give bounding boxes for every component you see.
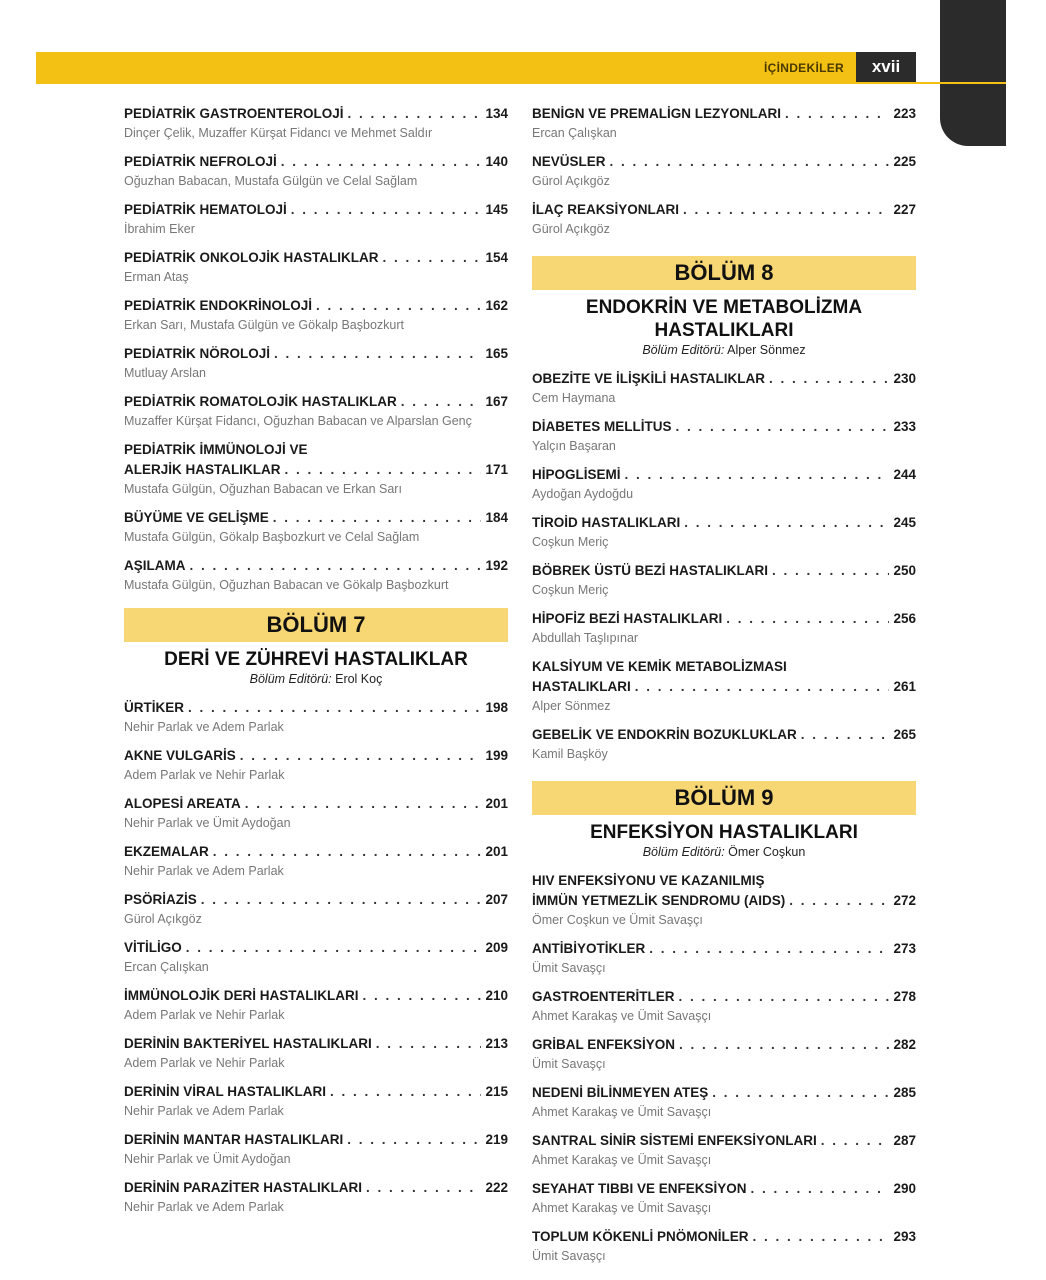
entry-title-line [124,200,508,220]
entry-page: 219 [485,1132,508,1147]
leader-dots [245,794,482,814]
toc-entry [124,392,508,430]
entry-authors: Ahmet Karakaş ve Ümit Savaşçı [532,1201,712,1215]
leader-dots [712,1083,889,1103]
entry-title: TOPLUM KÖKENLİ PNÖMONİLER [532,1229,749,1244]
entry-authors: Erman Ataş [124,270,189,284]
entry-title-line [124,508,508,528]
leader-dots [383,248,482,268]
toc-list [532,369,916,763]
entry-title: İLAÇ REAKSİYONLARI [532,202,680,217]
entry-authors: Ümit Savaşçı [532,1057,606,1071]
entry-title-line [532,200,916,220]
toc-entry [124,986,508,1024]
entry-page: 201 [485,796,508,811]
toc-entry [532,200,916,238]
leader-dots [401,392,482,412]
toc-entry [532,417,916,455]
entry-authors: Ümit Savaşçı [532,961,606,975]
entry-authors: Alper Sönmez [532,699,611,713]
entry-title: DİABETES MELLİTUS [532,419,672,434]
entry-page: 207 [485,892,508,907]
entry-authors: İbrahim Eker [124,222,195,236]
leader-dots [274,344,481,364]
entry-title-line [532,561,916,581]
leader-dots [366,1178,481,1198]
entry-title: DERİNİN VİRAL HASTALIKLARI [124,1084,326,1099]
entry-title-line [532,369,916,389]
entry-page: 272 [893,893,916,908]
leader-dots [649,939,889,959]
leader-dots [376,1034,482,1054]
entry-authors: Erkan Sarı, Mustafa Gülgün ve Gökalp Başbozkurt [124,318,404,332]
toc-list [532,871,916,1265]
toc-entry [532,465,916,503]
entry-title: PSÖRİAZİS [124,892,197,907]
entry-authors: Nehir Parlak ve Ümit Aydoğan [124,816,291,830]
entry-authors: Adem Parlak ve Nehir Parlak [124,1008,285,1022]
entry-title-line [124,698,508,718]
entry-authors: Yalçın Başaran [532,439,616,453]
entry-title: İMMÜN YETMEZLİK SENDROMU (AIDS) [532,893,786,908]
entry-authors: Gürol Açıkgöz [532,222,610,236]
entry-title: GRİBAL ENFEKSİYON [532,1037,676,1052]
header-bar [36,52,856,84]
entry-title: GASTROENTERİTLER [532,989,675,1004]
entry-page: 245 [893,515,916,530]
entry-title-line [124,794,508,814]
entry-title: PEDİATRİK NEFROLOJİ [124,154,277,169]
leader-dots [821,1131,890,1151]
toc-entry [532,1035,916,1073]
entry-page: 199 [485,748,508,763]
toc-entry [532,987,916,1025]
entry-title-line [124,938,508,958]
entry-page: 192 [485,558,508,573]
section-editor [124,672,508,686]
entry-title-line [124,1082,508,1102]
leader-dots [363,986,482,1006]
toc-entry [124,248,508,286]
leader-dots [785,104,889,124]
entry-authors: Gürol Açıkgöz [532,174,610,188]
leader-dots [281,152,482,172]
entry-title-line [124,1034,508,1054]
leader-dots [684,513,889,533]
entry-page: 209 [485,940,508,955]
entry-title-line [532,152,916,172]
entry-title: HİPOGLİSEMİ [532,467,621,482]
entry-page: 227 [893,202,916,217]
entry-title: AKNE VULGARİS [124,748,236,763]
entry-page: 230 [893,371,916,386]
leader-dots [186,938,482,958]
entry-title-line [124,248,508,268]
entry-title-line [532,1227,916,1247]
entry-authors: Cem Haymana [532,391,616,405]
entry-title: OBEZİTE VE İLİŞKİLİ HASTALIKLAR [532,371,766,386]
entry-title-line [532,104,916,124]
entry-authors: Muzaffer Kürşat Fidancı, Oğuzhan Babacan ve Alparslan Genç [124,414,472,428]
editor-label: Bölüm Editörü: [642,845,725,859]
leader-dots [683,200,889,220]
leader-dots [213,842,482,862]
entry-authors: Nehir Parlak ve Adem Parlak [124,1200,284,1214]
toc-entry [532,725,916,763]
toc-entry [532,104,916,142]
leader-dots [679,1035,889,1055]
right-column [532,104,916,1275]
entry-title: PEDİATRİK HEMATOLOJİ [124,202,287,217]
toc-entry [124,1082,508,1120]
leader-dots [635,677,890,697]
toc-entry [532,1131,916,1169]
entry-page: 201 [485,844,508,859]
section-title: DERİ VE ZÜHREVİ HASTALIKLAR [164,649,468,670]
entry-authors: Nehir Parlak ve Adem Parlak [124,864,284,878]
entry-title: SEYAHAT TIBBI VE ENFEKSİYON [532,1181,747,1196]
entry-authors: Ömer Coşkun ve Ümit Savaşçı [532,913,703,927]
editor-name: Alper Sönmez [727,343,806,357]
entry-title-line [532,1179,916,1199]
entry-title-line [532,939,916,959]
entry-title-line [124,986,508,1006]
left-column [124,104,508,1226]
entry-title: BÜYÜME VE GELİŞME [124,510,269,525]
entry-authors: Kamil Başköy [532,747,608,761]
entry-title-line [532,725,916,745]
entry-title-line [532,417,916,437]
entry-page: 282 [893,1037,916,1052]
toc-entry [532,871,916,929]
leader-dots [676,417,890,437]
toc-list [124,104,508,594]
entry-page: 223 [893,106,916,121]
entry-authors: Ahmet Karakaş ve Ümit Savaşçı [532,1009,712,1023]
entry-page: 210 [485,988,508,1003]
leader-dots [769,369,889,389]
leader-dots [348,104,482,124]
entry-authors: Dinçer Çelik, Muzaffer Kürşat Fidancı ve Mehmet Saldır [124,126,433,140]
entry-title: ALERJİK HASTALIKLAR [124,462,281,477]
page-number: xvii [856,52,916,82]
leader-dots [625,465,890,485]
entry-title: PEDİATRİK ONKOLOJİK HASTALIKLAR [124,250,379,265]
entry-authors: Coşkun Meriç [532,535,609,549]
entry-authors: Adem Parlak ve Nehir Parlak [124,768,285,782]
entry-page: 261 [893,679,916,694]
entry-title-line [124,392,508,412]
entry-title: İMMÜNOLOJİK DERİ HASTALIKLARI [124,988,359,1003]
section-title: ENFEKSİYON HASTALIKLARI [590,822,858,843]
entry-page: 198 [485,700,508,715]
entry-authors: Ümit Savaşçı [532,1249,606,1263]
entry-page: 222 [485,1180,508,1195]
leader-dots [789,891,889,911]
entry-page: 273 [893,941,916,956]
toc-entry [124,746,508,784]
entry-page: 285 [893,1085,916,1100]
entry-title-line [124,296,508,316]
toc-entry [532,939,916,977]
leader-dots [753,1227,890,1247]
toc-entry [532,152,916,190]
entry-authors: Mustafa Gülgün, Gökalp Başbozkurt ve Celal Sağlam [124,530,420,544]
entry-title: HASTALIKLARI [532,679,631,694]
entry-title: BÖBREK ÜSTÜ BEZİ HASTALIKLARI [532,563,768,578]
leader-dots [285,460,482,480]
leader-dots [273,508,482,528]
entry-authors: Oğuzhan Babacan, Mustafa Gülgün ve Celal Sağlam [124,174,418,188]
section-band: BÖLÜM 9 [532,781,916,815]
entry-authors: Nehir Parlak ve Adem Parlak [124,1104,284,1118]
leader-dots [240,746,482,766]
entry-page: 171 [485,462,508,477]
toc-entry [124,152,508,190]
entry-title: BENİGN VE PREMALİGN LEZYONLARI [532,106,782,121]
entry-page: 278 [893,989,916,1004]
entry-authors: Ercan Çalışkan [124,960,209,974]
section-editor [532,343,916,357]
entry-title-line [124,344,508,364]
entry-title-line [124,460,508,480]
entry-title: SANTRAL SİNİR SİSTEMİ ENFEKSİYONLARI [532,1133,817,1148]
entry-page: 162 [485,298,508,313]
toc-entry [124,440,508,498]
entry-authors: Ercan Çalışkan [532,126,617,140]
leader-dots [772,561,889,581]
entry-page: 250 [893,563,916,578]
entry-title: DERİNİN MANTAR HASTALIKLARI [124,1132,344,1147]
entry-title: HİPOFİZ BEZİ HASTALIKLARI [532,611,723,626]
entry-title-line [532,1131,916,1151]
entry-title: EKZEMALAR [124,844,209,859]
toc-entry [532,609,916,647]
entry-title-pre: HIV ENFEKSİYONU VE KAZANILMIŞ [532,873,765,888]
toc-entry [124,698,508,736]
entry-authors: Coşkun Meriç [532,583,609,597]
section-editor [532,845,916,859]
entry-title: DERİNİN BAKTERİYEL HASTALIKLARI [124,1036,372,1051]
entry-title-pre: KALSİYUM VE KEMİK METABOLİZMASI [532,659,787,674]
entry-title-line [124,104,508,124]
section-title-line1: ENDOKRİN VE METABOLİZMA [585,297,863,318]
toc-list [532,104,916,238]
entry-page: 215 [485,1084,508,1099]
toc-entry [124,296,508,334]
entry-title-line [532,513,916,533]
toc-entry [532,561,916,599]
entry-page: 140 [485,154,508,169]
entry-authors: Mustafa Gülgün, Oğuzhan Babacan ve Erkan Sarı [124,482,402,496]
entry-title: PEDİATRİK NÖROLOJİ [124,346,271,361]
entry-page: 265 [893,727,916,742]
entry-title-line [532,465,916,485]
section-band: BÖLÜM 8 [532,256,916,290]
editor-name: Ömer Coşkun [728,845,806,859]
entry-title-line [532,987,916,1007]
entry-title-line [124,842,508,862]
toc-entry [532,1083,916,1121]
section-band: BÖLÜM 7 [124,608,508,642]
toc-entry [532,1179,916,1217]
toc-entry [124,1178,508,1216]
toc-entry [532,369,916,407]
entry-title: PEDİATRİK ROMATOLOJİK HASTALIKLAR [124,394,397,409]
leader-dots [610,152,890,172]
toc-entry [124,938,508,976]
editor-label: Bölüm Editörü: [642,343,725,357]
entry-authors: Adem Parlak ve Nehir Parlak [124,1056,285,1070]
entry-title-line [532,1083,916,1103]
entry-title-line [124,1130,508,1150]
entry-page: 213 [485,1036,508,1051]
entry-title-line [124,746,508,766]
entry-page: 290 [893,1181,916,1196]
entry-page: 233 [893,419,916,434]
header-label: İÇİNDEKİLER [764,61,844,75]
entry-title: VİTİLİGO [124,940,182,955]
entry-title-line [532,891,916,911]
entry-authors: Abdullah Taşlıpınar [532,631,639,645]
entry-page: 244 [893,467,916,482]
entry-title: PEDİATRİK GASTROENTEROLOJİ [124,106,344,121]
entry-title: PEDİATRİK ENDOKRİNOLOJİ [124,298,313,313]
entry-title: NEVÜSLER [532,154,606,169]
toc-entry [532,1227,916,1265]
leader-dots [190,556,482,576]
section-title-line2: HASTALIKLARI [654,320,794,341]
entry-page: 165 [485,346,508,361]
leader-dots [316,296,481,316]
toc-entry [124,200,508,238]
toc-entry [124,104,508,142]
header-underline [856,82,1006,84]
entry-authors: Aydoğan Aydoğdu [532,487,634,501]
leader-dots [201,890,482,910]
entry-title-line [124,556,508,576]
entry-page: 256 [893,611,916,626]
entry-title-line [532,609,916,629]
leader-dots [188,698,481,718]
entry-page: 167 [485,394,508,409]
entry-title-pre: PEDİATRİK İMMÜNOLOJİ VE [124,442,308,457]
entry-page: 134 [485,106,508,121]
entry-title-line [124,1178,508,1198]
entry-title: ANTİBİYOTİKLER [532,941,646,956]
editor-label: Bölüm Editörü: [249,672,332,686]
toc-entry [124,794,508,832]
toc-entry [124,556,508,594]
page-corner-tab [940,0,1006,146]
toc-entry [124,508,508,546]
entry-page: 145 [485,202,508,217]
toc-entry [532,657,916,715]
entry-title: DERİNİN PARAZİTER HASTALIKLARI [124,1180,362,1195]
editor-name: Erol Koç [335,672,383,686]
entry-page: 293 [893,1229,916,1244]
entry-title: GEBELİK VE ENDOKRİN BOZUKLUKLAR [532,727,797,742]
entry-authors: Nehir Parlak ve Ümit Aydoğan [124,1152,291,1166]
leader-dots [347,1130,481,1150]
entry-authors: Ahmet Karakaş ve Ümit Savaşçı [532,1105,712,1119]
entry-title-line [124,152,508,172]
entry-title: ÜRTİKER [124,700,184,715]
entry-authors: Mustafa Gülgün, Oğuzhan Babacan ve Gökalp Başbozkurt [124,578,449,592]
entry-authors: Mutluay Arslan [124,366,206,380]
entry-title-line [532,1035,916,1055]
entry-authors: Nehir Parlak ve Adem Parlak [124,720,284,734]
entry-title: TİROİD HASTALIKLARI [532,515,681,530]
leader-dots [291,200,482,220]
entry-page: 154 [485,250,508,265]
toc-list [124,698,508,1216]
entry-page: 287 [893,1133,916,1148]
entry-title: ALOPESİ AREATA [124,796,241,811]
toc-entry [124,344,508,382]
entry-authors: Gürol Açıkgöz [124,912,202,926]
leader-dots [801,725,890,745]
toc-entry [124,1034,508,1072]
entry-page: 225 [893,154,916,169]
entry-authors: Ahmet Karakaş ve Ümit Savaşçı [532,1153,712,1167]
leader-dots [679,987,890,1007]
toc-entry [124,1130,508,1168]
leader-dots [330,1082,481,1102]
entry-page: 184 [485,510,508,525]
leader-dots [751,1179,890,1199]
entry-title: AŞILAMA [124,558,186,573]
toc-entry [124,890,508,928]
entry-title: NEDENİ BİLİNMEYEN ATEŞ [532,1085,709,1100]
toc-entry [532,513,916,551]
leader-dots [726,609,889,629]
entry-title-line [124,890,508,910]
toc-entry [124,842,508,880]
entry-title-line [532,677,916,697]
